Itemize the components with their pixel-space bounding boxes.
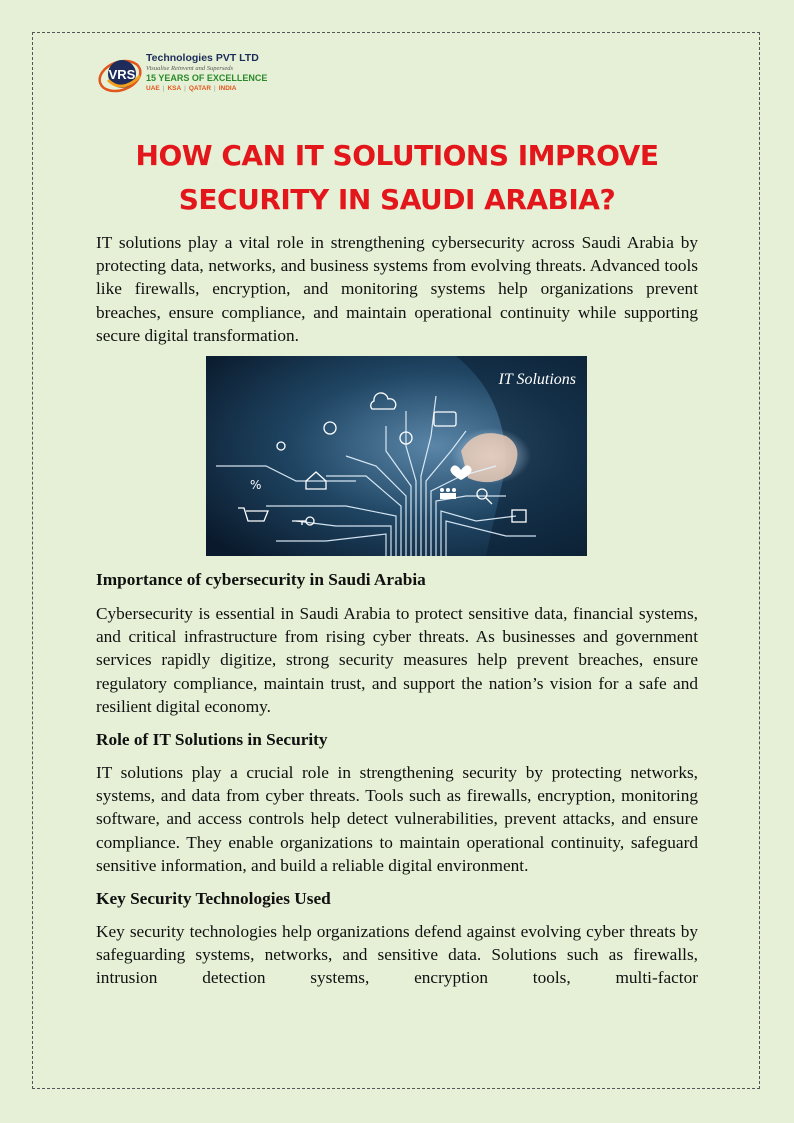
page-title: [96, 134, 698, 222]
section-body-technologies: Key security technologies help organizations defend against evolving cyber threats by safeguarding systems, networks, and sensitive data. Solutions such as firewalls, intrusion detection systems, encryption tools, multi-factor: [96, 922, 698, 988]
region-ksa: KSA: [167, 85, 182, 92]
company-logo: [98, 52, 298, 102]
region-india: INDIA: [218, 85, 237, 92]
section-body-importance: Cybersecurity is essential in Saudi Arabia to protect sensitive data, financial systems, and critical infrastructure from rising cyber threats. As businesses and government services rapidly digitize, strong security measures help prevent breaches, ensure regulatory compliance, maintain trust, and support the nation’s vision for a safe and resilient digital economy.: [96, 604, 698, 716]
region-uae: UAE: [146, 85, 160, 92]
logo-tagline: Visualise Reinvent and Superseds: [146, 65, 234, 72]
title-line-2: SECURITY IN SAUDI ARABIA?: [178, 183, 616, 216]
people-icon: [440, 488, 456, 499]
percent-icon: %: [250, 478, 262, 492]
logo-company-name: Technologies PVT LTD: [146, 52, 259, 64]
logo-regions: UAE | KSA | QATAR | INDIA: [146, 85, 237, 92]
region-qatar: QATAR: [188, 85, 212, 92]
section-heading-technologies: Key Security Technologies Used: [96, 889, 331, 909]
section-heading-importance: Importance of cybersecurity in Saudi Arabia: [96, 570, 426, 589]
vrs-logo-icon: [98, 54, 146, 98]
svg-text:VRS: VRS: [108, 67, 136, 82]
intro-paragraph: IT solutions play a vital role in strengthening cybersecurity across Saudi Arabia by protecting data, networks, and business systems from evolving threats. Advanced tools like firewalls, encryption, and monitoring systems help organizations prevent breaches, ensure compliance, and maintain operational continuity while supporting secure digital transformation.: [96, 233, 698, 345]
section-body-role: IT solutions play a crucial role in strengthening security by protecting networks, systems, and data from cyber threats. Tools such as firewalls, encryption, monitoring software, and access controls help detect vulnerabilities, prevent attacks, and ensure compliance. They enable organizations to maintain operational continuity, safeguard sensitive information, and build a reliable digital environment.: [96, 763, 698, 875]
title-line-1: HOW CAN IT SOLUTIONS IMPROVE: [135, 139, 659, 172]
logo-years: 15 YEARS OF EXCELLENCE: [146, 73, 268, 83]
hero-caption: IT Solutions: [498, 371, 576, 388]
hero-image: [206, 356, 587, 556]
section-heading-role: Role of IT Solutions in Security: [96, 730, 328, 750]
